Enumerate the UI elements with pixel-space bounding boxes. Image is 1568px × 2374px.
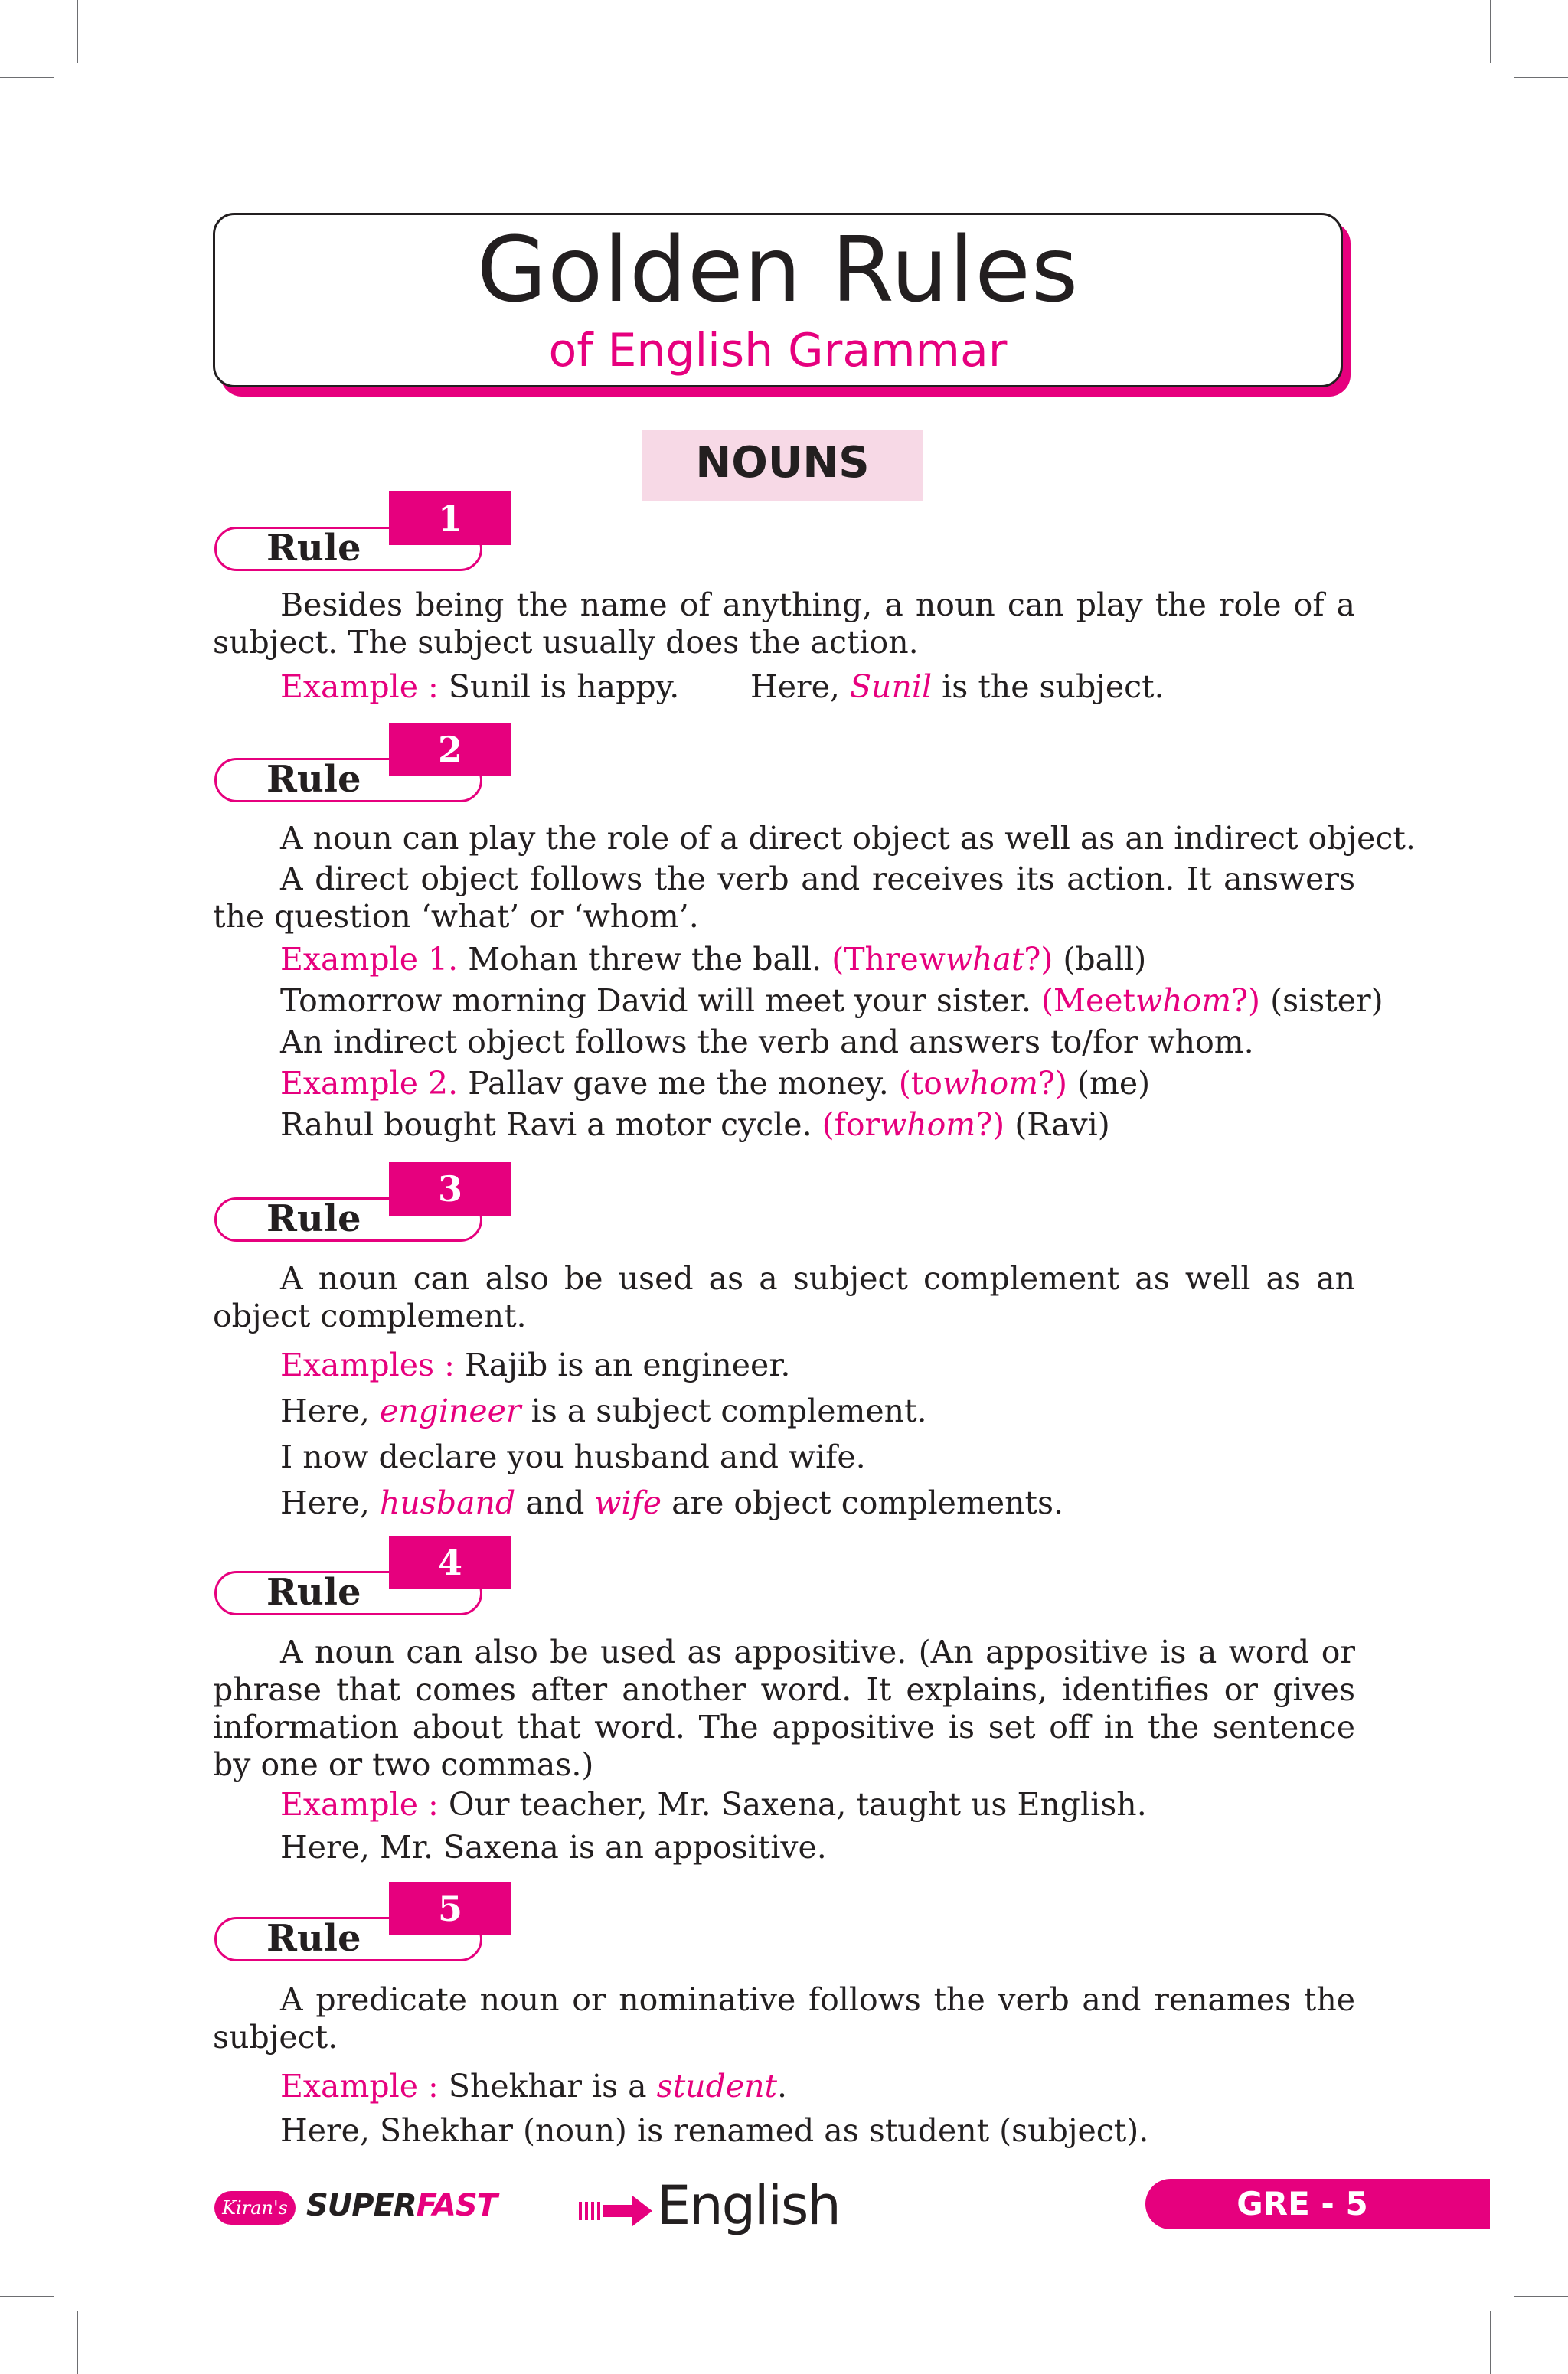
example-text: Shekhar is a [448,2068,647,2105]
example-text: Rajib is an engineer. [464,1347,791,1383]
example-label: Example 2. [280,1065,459,1102]
rule-number: 2 [389,723,511,776]
brand-logo [214,2168,840,2237]
page-number-tab [1145,2179,1490,2229]
page-title: Golden Rules [476,217,1080,322]
note-text: . [776,2068,788,2105]
example-label: Example : [280,2068,439,2105]
rule-3-example [280,1346,790,1384]
question: ?) [1231,982,1261,1019]
section-heading [642,430,923,501]
question-word: whom [880,1106,976,1143]
note-text: are object complements. [671,1484,1064,1521]
rule-5-text: A predicate noun or nominative follows the verb and renames the subject. [213,1981,1355,2056]
question: ?) [1038,1065,1067,1102]
example-text: Sunil is happy. [448,668,680,705]
rule-2-example-1 [280,940,1146,978]
rule-3-line-2 [280,1392,927,1430]
rule-1-example-note [750,668,1165,706]
crop-mark [1514,77,1568,78]
rule-badge-1 [214,491,513,574]
example-label: Example 1. [280,941,459,978]
rule-3-text: A noun can also be used as a subject complement as well as an object complement. [213,1260,1355,1334]
kirans-badge: Kiran's [214,2191,296,2225]
rule-2-example-2b [280,1105,1110,1144]
crop-mark [77,2311,78,2374]
question: (for [822,1106,880,1143]
example-label: Example : [280,1786,439,1823]
example-label: Examples : [280,1347,455,1383]
section-heading-label: NOUNS [695,438,870,488]
highlight-word: Sunil [849,668,933,705]
rule-number: 4 [389,1536,511,1589]
example-text: Pallav gave me the money. [468,1065,889,1102]
rule-2-text: A direct object follows the verb and receives its action. It answers the question ‘what’ or ‘whom’. [213,860,1355,935]
rule-label: Rule [266,527,361,570]
note-text: is a subject complement. [531,1393,927,1429]
question: ?) [975,1106,1005,1143]
note-text: Here, [280,1484,370,1521]
highlight-word: engineer [379,1393,521,1429]
question-word: whom [942,1065,1039,1102]
rule-1-text: Besides being the name of anything, a noun can play the role of a subject. The subject usually does the action. [213,586,1355,661]
example-text: Our teacher, Mr. Saxena, taught us English. [448,1786,1147,1823]
crop-mark [1490,0,1491,63]
rule-2-example-2 [280,1064,1150,1102]
question: (Threw [831,941,946,978]
question: ?) [1024,941,1054,978]
rule-3-line-4 [280,1484,1063,1522]
crop-mark [77,0,78,63]
crop-mark [1514,2296,1568,2297]
rule-label: Rule [266,1571,361,1614]
rule-2-indirect-line: An indirect object follows the verb and answers to/for whom. [280,1024,1254,1060]
rule-label: Rule [266,758,361,801]
question-word: what [945,941,1024,978]
example-text: Rahul bought Ravi a motor cycle. [280,1106,812,1143]
question-word: whom [1135,982,1232,1019]
rule-4-text: A noun can also be used as appositive. (An appositive is a word or phrase that comes after another word. It explains, identifies or gives information about that word. The appositive is set off in the sentence by one or two commas.) [213,1634,1355,1783]
rule-4-example [280,1785,1147,1824]
rule-badge-5 [214,1882,513,1964]
example-text: Tomorrow morning David will meet your sister. [280,982,1031,1019]
rule-number: 1 [389,491,511,545]
crop-mark [0,2296,54,2297]
rule-label: Rule [266,1917,361,1960]
rule-badge-2 [214,723,513,805]
question: (to [898,1065,942,1102]
highlight-word: wife [594,1484,662,1521]
question: (Meet [1041,982,1136,1019]
rule-5-line-2: Here, Shekhar (noun) is renamed as student (subject). [280,2112,1149,2149]
rule-number: 5 [389,1882,511,1935]
rule-4-line-2: Here, Mr. Saxena is an appositive. [280,1829,827,1866]
page-subtitle: of English Grammar [548,324,1008,377]
crop-mark [0,77,54,78]
title-box [213,213,1343,387]
rule-2-example-1b [280,981,1383,1020]
answer: (ball) [1063,941,1147,978]
highlight-word: student [656,2068,777,2105]
example-text: Mohan threw the ball. [468,941,822,978]
crop-mark [1490,2311,1491,2374]
highlight-word: husband [379,1484,516,1521]
rule-badge-4 [214,1536,513,1618]
rule-3-line-3: I now declare you husband and wife. [280,1438,866,1475]
rule-2-line-1: A noun can play the role of a direct object as well as an indirect object. [280,820,1416,857]
answer: (Ravi) [1014,1106,1110,1143]
superfast-wordmark [306,2188,497,2223]
note-text: is the subject. [942,668,1165,705]
rule-number: 3 [389,1162,511,1216]
note-text: Here, [750,668,840,705]
rule-badge-3 [214,1162,513,1245]
english-wordmark: English [657,2174,840,2237]
wordmark-super: SUPER [306,2188,416,2223]
note-text: Here, [280,1393,370,1429]
rule-1-example [280,668,679,706]
example-label: Example : [280,668,439,705]
note-text: and [525,1484,585,1521]
rule-5-example [280,2067,787,2105]
answer: (me) [1077,1065,1151,1102]
page-number: GRE - 5 [1236,2185,1368,2222]
rule-label: Rule [266,1197,361,1240]
answer: (sister) [1270,982,1383,1019]
wordmark-fast: FAST [416,2188,497,2223]
